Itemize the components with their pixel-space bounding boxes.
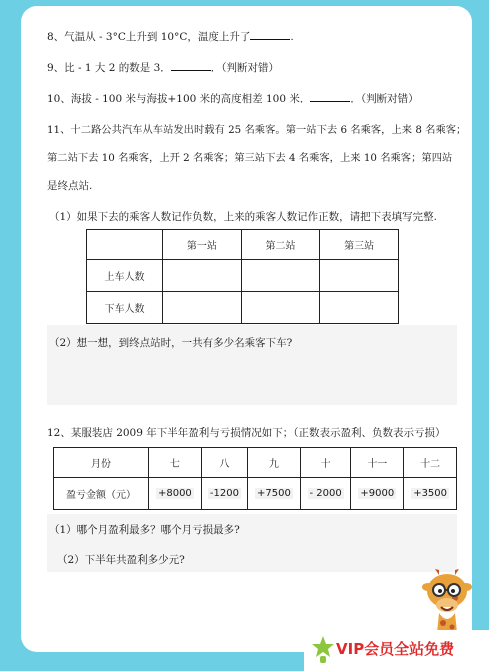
answer-blank-9[interactable] <box>171 60 211 71</box>
bus-table-header-station-1: 第一站 <box>163 230 242 260</box>
question-10: 10、海拔 - 100 米与海拔+100 米的高度相差 100 米． ．（判断对错） <box>47 93 419 105</box>
profit-loss-table <box>53 447 457 510</box>
profit-table-month-cell: 七 <box>149 448 202 478</box>
question-12: 12、某服装店 2009 年下半年盈利与亏损情况如下；（正数表示盈利、负数表示亏损） <box>47 427 446 439</box>
bus-table-header-station-2: 第二站 <box>241 230 320 260</box>
profit-table-month-cell: 八 <box>201 448 247 478</box>
profit-table-value-cell: - 2000 <box>300 478 351 510</box>
profit-table-value-row <box>54 478 457 510</box>
profit-table-value-cell: -1200 <box>201 478 247 510</box>
bus-table-header-station-3: 第三站 <box>320 230 399 260</box>
question-8: 8、气温从 - 3°C上升到 10°C，温度上升了 . <box>47 31 294 43</box>
question-11-line-1: 11、十二路公共汽车从车站发出时载有 25 名乘客。第一站下去 6 名乘客，上来 8 名乘客； <box>47 124 467 136</box>
profit-table-month-label: 月份 <box>54 448 149 478</box>
vip-banner-text: VIP会员全站免费 <box>336 640 455 658</box>
star-person-icon <box>311 634 335 664</box>
question-12-part-1: （1）哪个月盈利最多？哪个月亏损最多? <box>49 524 240 536</box>
profit-table-value-label: 盈亏金额（元） <box>54 478 149 510</box>
giraffe-mascot-icon <box>415 567 479 633</box>
profit-table-month-row <box>54 448 457 478</box>
answer-blank-8[interactable] <box>250 29 290 40</box>
vip-banner[interactable] <box>304 630 489 671</box>
bus-passenger-table <box>86 229 399 324</box>
question-11-line-3: 是终点站. <box>47 180 93 192</box>
profit-table-value-cell: +3500 <box>404 478 457 510</box>
bus-table-row-label: 下车人数 <box>87 292 163 324</box>
profit-table-value-cell: +7500 <box>248 478 301 510</box>
worksheet-page <box>21 6 472 652</box>
bus-table-corner-cell <box>87 230 163 260</box>
question-12-part-2: （2）下半年共盈利多少元? <box>57 554 185 566</box>
question-11-line-2: 第二站下去 10 名乘客，上开 2 名乘客；第三站下去 4 名乘客，上来 10 名乘客；第四站 <box>47 152 453 164</box>
profit-table-month-cell: 十二 <box>404 448 457 478</box>
question-9: 9、比 - 1 大 2 的数是 3． ．（判断对错） <box>47 62 280 74</box>
question-11-part-2: （2）想一想，到终点站时，一共有多少名乘客下车? <box>49 337 293 349</box>
profit-table-value-cell: +8000 <box>149 478 202 510</box>
profit-table-month-cell: 九 <box>248 448 301 478</box>
bus-table-input-cell[interactable] <box>320 292 399 324</box>
profit-table-value-cell: +9000 <box>351 478 404 510</box>
bus-table-input-cell[interactable] <box>163 292 242 324</box>
bus-table-row-alighting <box>87 292 399 324</box>
bus-table-input-cell[interactable] <box>320 260 399 292</box>
answer-blank-10[interactable] <box>310 91 350 102</box>
bus-table-input-cell[interactable] <box>241 260 320 292</box>
profit-table-month-cell: 十一 <box>351 448 404 478</box>
bus-table-input-cell[interactable] <box>163 260 242 292</box>
bus-table-input-cell[interactable] <box>241 292 320 324</box>
question-11-part-1: （1）如果下去的乘客人数记作负数，上来的乘客人数记作正数，请把下表填写完整. <box>49 211 438 223</box>
bus-table-header-row <box>87 230 399 260</box>
bus-table-row-label: 上车人数 <box>87 260 163 292</box>
profit-table-month-cell: 十 <box>300 448 351 478</box>
bus-table-row-boarding <box>87 260 399 292</box>
